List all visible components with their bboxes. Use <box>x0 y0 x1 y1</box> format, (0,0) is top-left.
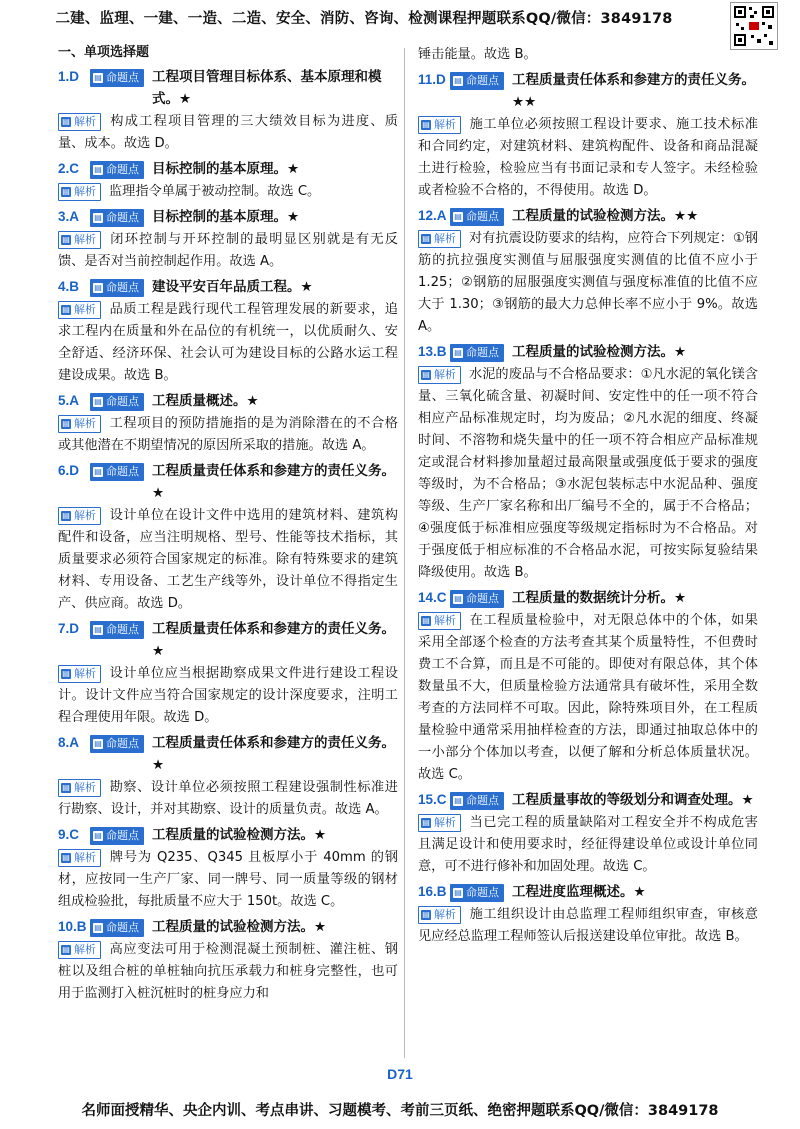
book-icon: ▤ <box>62 187 70 196</box>
explanation-text: 构成工程项目管理的三大绩效目标为进度、质量、成本。故选 D。 <box>58 114 398 151</box>
document-icon: ▤ <box>454 888 462 897</box>
answer-topic: 工程质量责任体系和参建方的责任义务。★★ <box>512 72 755 110</box>
answer-item <box>418 881 758 948</box>
answer-topic: 工程质量责任体系和参建方的责任义务。★ <box>152 463 395 501</box>
point-tag-label: 命题点 <box>466 794 499 807</box>
answer-number: 10.B <box>58 919 87 934</box>
answer-number: 2.C <box>58 161 80 176</box>
explain-tag <box>418 366 461 384</box>
answer-head <box>58 66 398 110</box>
answer-head <box>58 460 398 504</box>
explain-tag <box>58 415 101 433</box>
explain-tag-label: 解析 <box>74 233 96 246</box>
explain-tag-label: 解析 <box>74 781 96 794</box>
document-icon: ▤ <box>94 213 102 222</box>
explanation-text: 施工组织设计由总监理工程师组织审查，审核意见应经总监理工程师签认后报送建设单位审批。故选 B。 <box>418 907 758 944</box>
book-icon: ▤ <box>62 853 70 862</box>
answer-head <box>58 916 398 938</box>
point-tag-label: 命题点 <box>466 886 499 899</box>
point-tag-label: 命题点 <box>106 829 139 842</box>
explanation-text: 监理指令单属于被动控制。故选 C。 <box>109 184 321 199</box>
right-column <box>418 44 758 948</box>
document-icon: ▤ <box>94 73 102 82</box>
point-tag <box>90 919 144 937</box>
answer-topic: 工程质量的试验检测方法。★ <box>152 919 327 935</box>
answer-item <box>58 824 398 913</box>
answer-topic: 建设平安百年品质工程。★ <box>152 279 313 295</box>
document-icon: ▤ <box>94 625 102 634</box>
answer-explanation <box>58 413 398 457</box>
point-tag <box>450 792 504 810</box>
answer-topic: 工程质量责任体系和参建方的责任义务。★ <box>152 621 395 659</box>
answer-topic: 工程项目管理目标体系、基本原理和模式。★ <box>152 69 382 107</box>
answer-head <box>418 341 758 363</box>
column-divider <box>404 48 405 1058</box>
answer-topic: 工程质量的数据统计分析。★ <box>512 590 687 606</box>
answer-head <box>58 732 398 776</box>
point-tag-label: 命题点 <box>106 281 139 294</box>
book-icon: ▤ <box>62 117 70 126</box>
explain-tag-label: 解析 <box>74 303 96 316</box>
answer-head <box>418 881 758 903</box>
point-tag <box>450 208 504 226</box>
explain-tag <box>418 906 461 924</box>
book-icon: ▤ <box>422 370 430 379</box>
answer-topic: 工程进度监理概述。★ <box>512 884 646 900</box>
answer-number: 3.A <box>58 209 80 224</box>
answer-head <box>58 618 398 662</box>
answer-explanation <box>58 939 398 1005</box>
explain-tag <box>58 941 101 959</box>
book-icon: ▤ <box>62 419 70 428</box>
answer-topic: 工程质量责任体系和参建方的责任义务。★ <box>152 735 395 773</box>
explanation-text: 高应变法可用于检测混凝土预制桩、灌注桩、钢桩以及组合桩的单桩轴向抗压承载力和桩身完整性，也可用于监测打入桩沉桩时的桩身应力和 <box>58 942 398 1001</box>
point-tag <box>450 72 504 90</box>
point-tag-label: 命题点 <box>466 74 499 87</box>
explain-tag <box>418 612 461 630</box>
answer-head <box>418 205 758 227</box>
answer-item <box>58 460 398 615</box>
explanation-text: 勘察、设计单位必须按照工程建设强制性标准进行勘察、设计，并对其勘察、设计的质量负责。故选 A。 <box>58 780 398 817</box>
point-tag <box>90 69 144 87</box>
answer-number: 12.A <box>418 208 447 223</box>
answer-number: 11.D <box>418 72 446 87</box>
book-icon: ▤ <box>62 511 70 520</box>
point-tag <box>90 463 144 481</box>
point-tag-label: 命题点 <box>106 211 139 224</box>
explain-tag-label: 解析 <box>434 614 456 627</box>
point-tag <box>450 884 504 902</box>
point-tag <box>90 161 144 179</box>
answer-number: 7.D <box>58 621 80 636</box>
document-icon: ▤ <box>94 165 102 174</box>
document-icon: ▤ <box>94 467 102 476</box>
point-tag <box>90 279 144 297</box>
explanation-text: 当已完工程的质量缺陷对工程安全并不构成危害且满足设计和使用要求时，经征得建设单位或设计单位同意，可不进行修补和加固处理。故选 C。 <box>418 815 758 874</box>
explanation-text: 在工程质量检验中，对无限总体中的个体，如果采用全部逐个检查的方法考查其某个质量特性，不但费时费工不合算，而且是不可能的。即使对有限总体，其个体数量虽不大，但质量检验方法通常具有破坏性，采用全数考查的方法同样不可取。因此，除特殊项目外，在工程质量检验中通常采用抽样检查的方法，即通过抽取总体中的一小部分个体加以考查，以便了解和分析总体质量状况。故选 C。 <box>418 613 758 782</box>
explain-tag <box>58 665 101 683</box>
document-icon: ▤ <box>94 831 102 840</box>
answer-head <box>58 824 398 846</box>
book-icon: ▤ <box>422 818 430 827</box>
point-tag <box>90 827 144 845</box>
continuation-text: 锤击能量。故选 B。 <box>418 47 537 62</box>
answer-number: 9.C <box>58 827 80 842</box>
answer-topic: 目标控制的基本原理。★ <box>152 209 300 225</box>
answer-explanation <box>58 505 398 615</box>
point-tag-label: 命题点 <box>466 210 499 223</box>
answer-head <box>58 276 398 298</box>
answer-explanation <box>58 777 398 821</box>
explain-tag-label: 解析 <box>74 851 96 864</box>
explain-tag-label: 解析 <box>434 118 456 131</box>
explain-tag-label: 解析 <box>74 185 96 198</box>
answer-item <box>418 789 758 878</box>
answer-topic: 工程质量概述。★ <box>152 393 259 409</box>
answer-topic: 目标控制的基本原理。★ <box>152 161 300 177</box>
book-icon: ▤ <box>62 235 70 244</box>
explain-tag <box>418 116 461 134</box>
explanation-text: 品质工程是践行现代工程管理发展的新要求，追求工程内在质量和外在品位的有机统一，以优质耐久、安全舒适、经济环保、社会认可为建设目标的公路水运工程建设成果。故选 B。 <box>58 302 398 383</box>
point-tag-label: 命题点 <box>106 465 139 478</box>
answer-head <box>58 158 398 180</box>
explain-tag-label: 解析 <box>74 509 96 522</box>
answer-item <box>418 205 758 338</box>
point-tag <box>450 344 504 362</box>
answer-number: 14.C <box>418 590 447 605</box>
explain-tag-label: 解析 <box>434 368 456 381</box>
explain-tag <box>418 814 461 832</box>
point-tag-label: 命题点 <box>466 346 499 359</box>
explain-tag-label: 解析 <box>74 667 96 680</box>
answer-number: 5.A <box>58 393 80 408</box>
explain-tag <box>58 231 101 249</box>
explain-tag <box>58 507 101 525</box>
answer-item <box>58 390 398 457</box>
explanation-text: 水泥的废品与不合格品要求：①凡水泥的氧化镁含量、三氧化硫含量、初凝时间、安定性中的任一项不符合相应产品标准规定时，均为废品；②凡水泥的细度、终凝时间、不溶物和烧失量中的任一项不符合相应产品标准规定或混合材料掺加量超过最高限量或强度低于要求的强度等级时，为不合格品；③水泥包装标志中水泥品种、强度等级、生产厂家名称和出厂编号不全的，属于不合格品；④强度低于标准相应强度等级规定指标时为不合格品。对于强度低于相应标准的不合格品水泥，可按实际复验结果降级使用。故选 B。 <box>418 367 758 580</box>
explanation-text: 闭环控制与开环控制的最明显区别就是有无反馈、是否对当前控制起作用。故选 A。 <box>58 232 398 269</box>
explain-tag <box>58 113 101 131</box>
explanation-text: 设计单位在设计文件中选用的建筑材料、建筑构配件和设备，应当注明规格、型号、性能等技术指标，其质量要求必须符合国家规定的标准。除有特殊要求的建筑材料、专用设备、工艺生产线等外，设计单位不得指定生产、供应商。故选 D。 <box>58 508 398 611</box>
book-icon: ▤ <box>422 616 430 625</box>
answer-explanation <box>58 847 398 913</box>
answer-explanation <box>418 364 758 584</box>
answer-item <box>58 916 398 1005</box>
answer-explanation <box>58 229 398 273</box>
answer-item <box>58 732 398 821</box>
answer-explanation <box>418 114 758 202</box>
document-icon: ▤ <box>94 739 102 748</box>
document-icon: ▤ <box>94 283 102 292</box>
book-icon: ▤ <box>62 783 70 792</box>
answer-head <box>418 789 758 811</box>
explain-tag <box>418 230 461 248</box>
answer-number: 15.C <box>418 792 447 807</box>
answer-number: 16.B <box>418 884 447 899</box>
answer-number: 1.D <box>58 69 80 84</box>
explain-tag-label: 解析 <box>434 816 456 829</box>
book-icon: ▤ <box>62 669 70 678</box>
explain-tag <box>58 301 101 319</box>
point-tag-label: 命题点 <box>106 623 139 636</box>
explanation-text: 牌号为 Q235、Q345 且板厚小于 40mm 的钢材，应按同一生产厂家、同一牌号、同一质量等级的钢材组成检验批，每批质量不应大于 150t。故选 C。 <box>58 850 398 909</box>
book-icon: ▤ <box>62 305 70 314</box>
book-icon: ▤ <box>422 234 430 243</box>
document-icon: ▤ <box>454 76 462 85</box>
explain-tag <box>58 183 101 201</box>
document-icon: ▤ <box>94 923 102 932</box>
answer-explanation <box>58 299 398 387</box>
point-tag <box>90 735 144 753</box>
explain-tag-label: 解析 <box>74 943 96 956</box>
answer-item <box>58 206 398 273</box>
explain-tag-label: 解析 <box>434 908 456 921</box>
page-number: D71 <box>387 1066 413 1082</box>
point-tag-label: 命题点 <box>106 921 139 934</box>
answer-number: 13.B <box>418 344 447 359</box>
answer-topic: 工程质量的试验检测方法。★ <box>512 344 687 360</box>
answer-item <box>58 66 398 155</box>
answer-explanation <box>418 812 758 878</box>
left-column <box>58 44 398 1005</box>
answer-head <box>418 587 758 609</box>
answer-topic: 工程质量的试验检测方法。★ <box>152 827 327 843</box>
explain-tag-label: 解析 <box>74 115 96 128</box>
answer-number: 8.A <box>58 735 80 750</box>
point-tag <box>90 621 144 639</box>
answer-head <box>58 390 398 412</box>
document-icon: ▤ <box>454 796 462 805</box>
explanation-text: 施工单位必须按照工程设计要求、施工技术标准和合同约定，对建筑材料、建筑构配件、设备和商品混凝土进行检验，检验应当有书面记录和专人签字。未经检验或者检验不合格的，不得使用。故选 D。 <box>418 117 758 198</box>
answer-topic: 工程质量的试验检测方法。★★ <box>512 208 699 224</box>
point-tag-label: 命题点 <box>466 592 499 605</box>
answer-explanation <box>418 228 758 338</box>
explanation-text: 对有抗震设防要求的结构，应符合下列规定：①钢筋的抗拉强度实测值与屈服强度实测值的比值不应小于 1.25；②钢筋的屈服强度实测值与强度标准值的比值不应大于 1.30；③钢筋的最大力总伸长率不应小于 9%。故选 A。 <box>418 231 758 334</box>
answer-item <box>58 618 398 729</box>
explain-tag-label: 解析 <box>74 417 96 430</box>
answer-item <box>58 158 398 203</box>
answer-head <box>418 69 758 113</box>
point-tag-label: 命题点 <box>106 163 139 176</box>
explanation-text: 工程项目的预防措施指的是为消除潜在的不合格或其他潜在不期望情况的原因所采取的措施。故选 A。 <box>58 416 398 453</box>
qr-code-icon <box>730 2 778 50</box>
footer-banner: 名师面授精华、央企内训、考点串讲、习题模考、考前三页纸、绝密押题联系QQ/微信：3849178 <box>81 1102 719 1119</box>
point-tag <box>90 393 144 411</box>
answer-item <box>418 341 758 584</box>
section-title: 一、单项选择题 <box>58 45 150 60</box>
answer-explanation <box>418 610 758 786</box>
point-tag-label: 命题点 <box>106 71 139 84</box>
document-icon: ▤ <box>454 212 462 221</box>
answer-head <box>58 206 398 228</box>
header-banner: 二建、监理、一建、一造、二造、安全、消防、咨询、检测课程押题联系QQ/微信：3849178 <box>55 10 673 27</box>
book-icon: ▤ <box>422 910 430 919</box>
answer-number: 6.D <box>58 463 80 478</box>
book-icon: ▤ <box>62 945 70 954</box>
document-icon: ▤ <box>454 594 462 603</box>
answer-item <box>58 276 398 387</box>
answer-explanation <box>418 904 758 948</box>
book-icon: ▤ <box>422 120 430 129</box>
point-tag-label: 命题点 <box>106 395 139 408</box>
answer-explanation <box>58 663 398 729</box>
answer-explanation <box>58 111 398 155</box>
explain-tag <box>58 849 101 867</box>
answer-item <box>418 587 758 786</box>
answer-explanation <box>58 181 398 203</box>
explain-tag <box>58 779 101 797</box>
answer-item <box>418 69 758 202</box>
answer-topic: 工程质量事故的等级划分和调查处理。★ <box>512 792 754 808</box>
answer-number: 4.B <box>58 279 80 294</box>
point-tag-label: 命题点 <box>106 737 139 750</box>
document-icon: ▤ <box>454 348 462 357</box>
document-icon: ▤ <box>94 397 102 406</box>
explain-tag-label: 解析 <box>434 232 456 245</box>
explanation-text: 设计单位应当根据勘察成果文件进行建设工程设计。设计文件应当符合国家规定的设计深度要求，注明工程合理使用年限。故选 D。 <box>58 666 398 725</box>
point-tag <box>450 590 504 608</box>
point-tag <box>90 209 144 227</box>
